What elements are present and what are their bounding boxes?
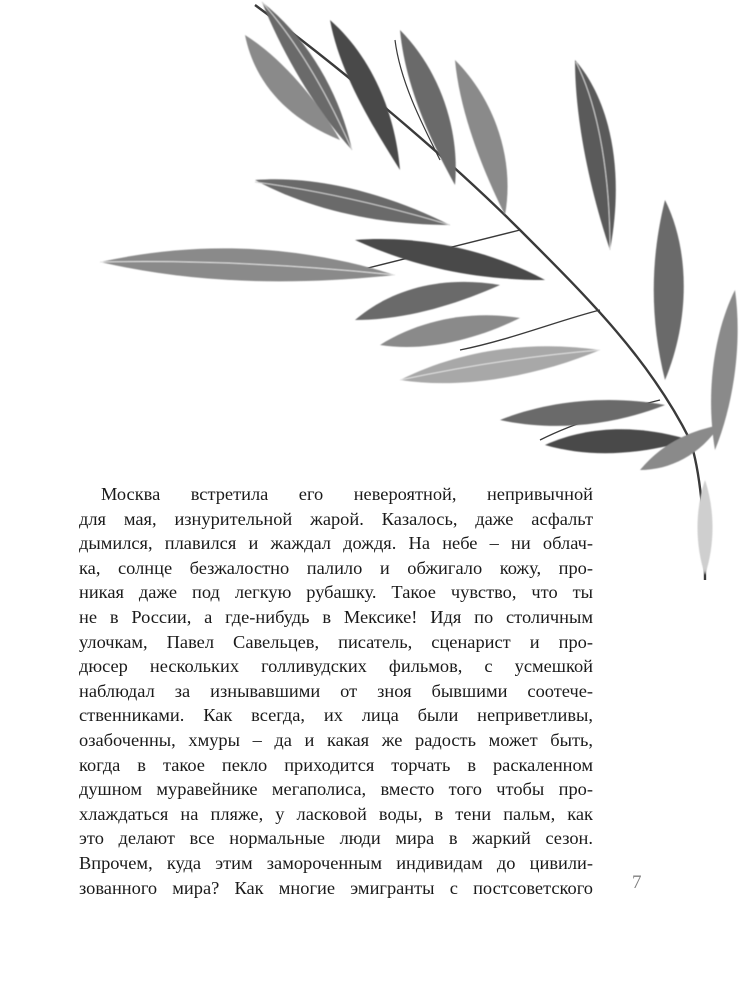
text-line: душном муравейнике мегаполиса, вместо того чтобы про- xyxy=(79,779,593,800)
text-line: наблюдал за изнывавшими от зноя бывшими соотече- xyxy=(79,680,593,701)
text-line: Впрочем, куда этим замороченным индивидам до цивили- xyxy=(79,852,593,873)
text-line: ственниками. Как всегда, их лица были неприветливы, xyxy=(79,705,593,726)
body-text xyxy=(79,482,593,900)
text-line: для мая, изнурительной жарой. Казалось, даже асфальт xyxy=(79,508,593,529)
text-line: дюсер нескольких голливудских фильмов, с усмешкой xyxy=(79,656,593,677)
text-line: дымился, плавился и жаждал дождя. На небе – ни облач- xyxy=(79,533,593,554)
text-line: это делают все нормальные люди мира в жаркий сезон. xyxy=(79,828,593,849)
text-line: никая даже под легкую рубашку. Такое чувство, что ты xyxy=(79,582,593,603)
text-line: хлаждаться на пляже, у ласковой воды, в тени пальм, как xyxy=(79,803,593,824)
text-line: зованного мира? Как многие эмигранты с постсоветского xyxy=(79,877,593,898)
text-line: Москва встретила его невероятной, непривычной xyxy=(101,484,593,504)
page-number: 7 xyxy=(632,872,642,893)
text-line: ка, солнце безжалостно палило и обжигало кожу, про- xyxy=(79,557,593,578)
text-line: улочкам, Павел Савельцев, писатель, сценарист и про- xyxy=(79,631,593,652)
text-line: когда в такое пекло приходится торчать в раскаленном xyxy=(79,754,593,775)
text-line: не в России, а где-нибудь в Мексике! Идя по столичным xyxy=(79,606,593,627)
text-line: озабоченны, хмуры – да и какая же радость может быть, xyxy=(79,729,593,750)
